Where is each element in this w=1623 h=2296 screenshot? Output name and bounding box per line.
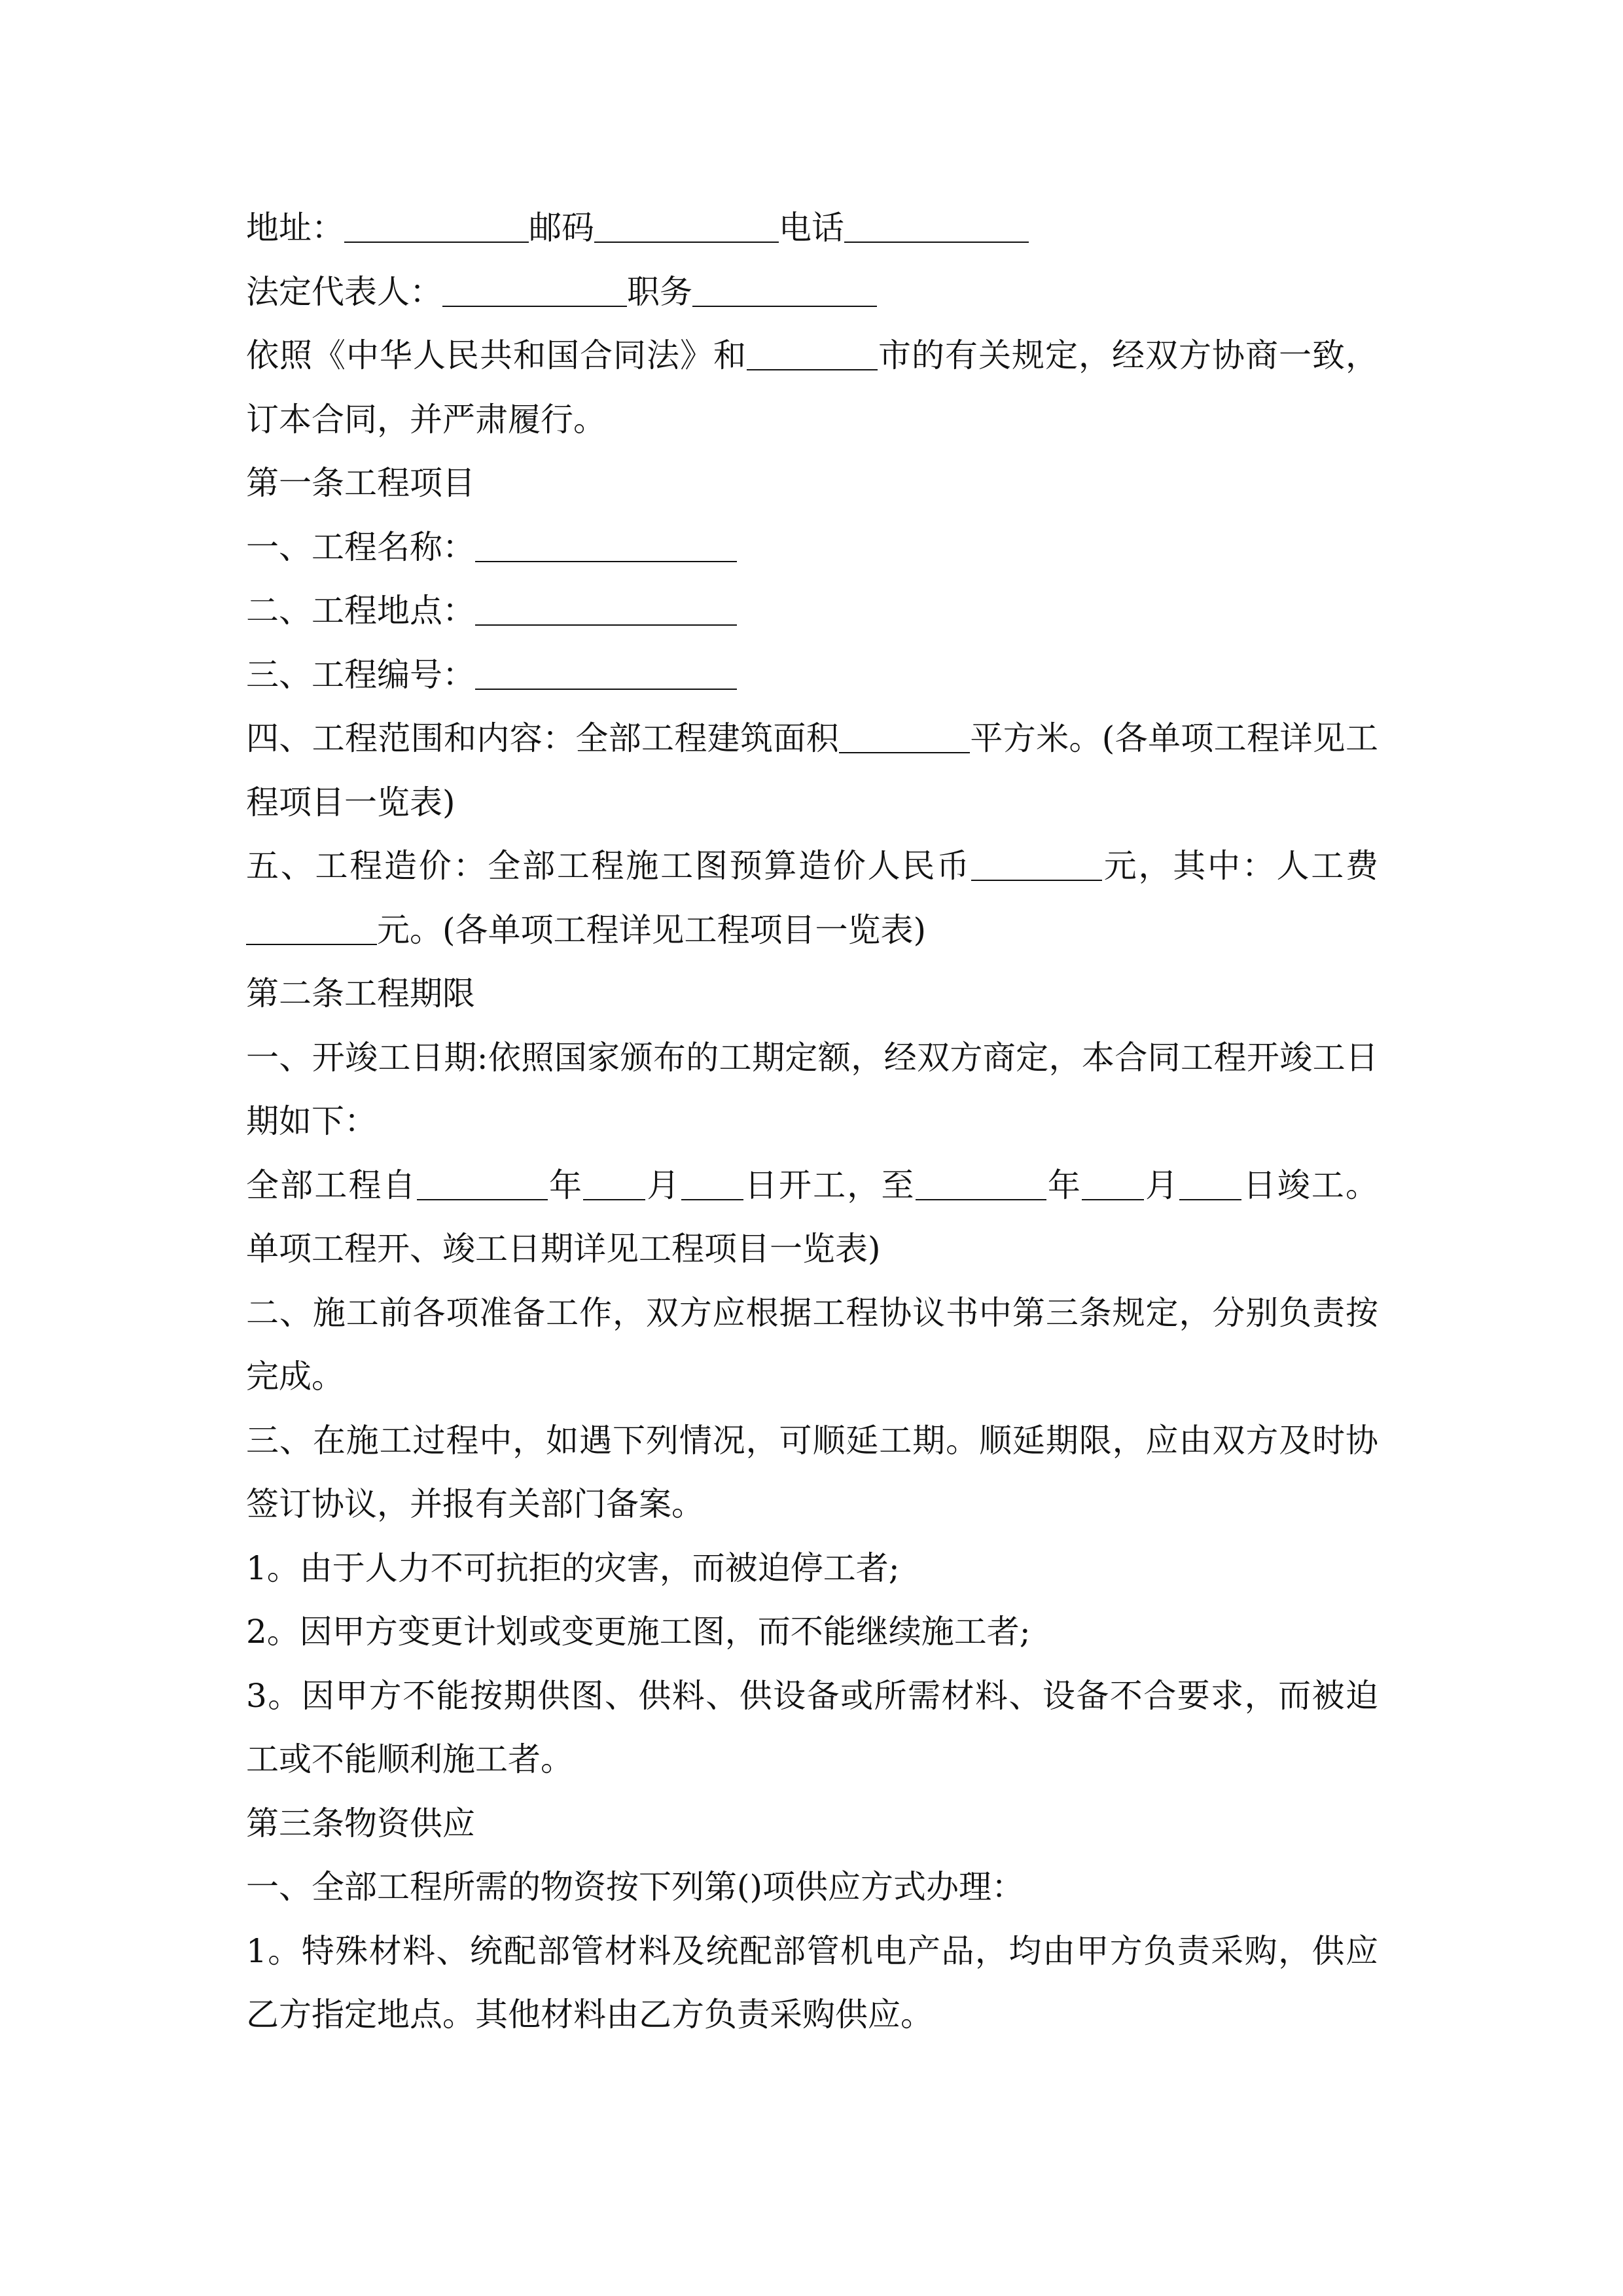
article2-item2: 二、施工前各项准备工作，双方应根据工程协议书中第三条规定，分别负责按 [246,1293,1378,1332]
cost-blank [971,851,1102,881]
article1-item3 [246,643,1378,708]
city-blank [747,340,878,370]
cost-part2: 元，其中：人工费 [1101,847,1378,885]
project-number-label: 三、工程编号： [246,655,475,694]
phone-blank [844,213,1029,243]
schedule-line [246,1154,1378,1218]
area-blank [839,723,970,753]
address-blank [344,213,529,243]
document-body [246,196,1378,2047]
scope-part1: 四、工程范围和内容：全部工程建筑面积 [246,719,840,757]
start-day-blank [681,1170,743,1200]
cost-line2: 元。(各单项工程详见工程项目一览表) [377,910,927,949]
article3-option1-cont: 乙方指定地点。其他材料由乙方负责采购供应。 [246,1996,933,2034]
position-blank [692,277,877,307]
article2-heading: 第二条工程期限 [246,975,475,1013]
scope-part2: 平方米。(各单项工程详见工 [970,719,1378,757]
end-year-blank [916,1170,1046,1200]
article1-item1 [246,516,1378,580]
start-year-label: 年 [547,1166,584,1204]
article1-item4-cont: 程项目一览表) [246,783,455,821]
schedule-start-prefix: 全部工程自 [246,1166,417,1204]
start-month-label: 月 [645,1166,681,1204]
postcode-blank [594,213,779,243]
article2-case3: 3。因甲方不能按期供图、供料、供设备或所需材料、设备不合要求，而被迫 [246,1676,1378,1715]
article1-item4 [246,707,1378,771]
address-label: 地址： [246,209,344,247]
article2-case1: 1。由于人力不可抗拒的灾害，而被迫停工者; [246,1549,900,1587]
intro-part2: 市的有关规定，经双方协商一致， [878,336,1378,374]
start-month-blank [583,1170,645,1200]
article1-item2 [246,579,1378,643]
end-day-label: 日竣工。 [1241,1166,1378,1204]
project-number-blank [475,660,737,690]
article3-option1: 1。特殊材料、统配部管材料及统配部管机电产品，均由甲方负责采购，供应 [246,1931,1378,1970]
project-location-label: 二、工程地点： [246,592,475,630]
contact-line [246,196,1378,260]
article2-item2-cont: 完成。 [246,1357,344,1395]
start-day-label: 日开工，至 [743,1166,916,1204]
intro-line-1 [246,324,1378,388]
start-year-blank [417,1170,548,1200]
article1-item5 [246,834,1378,899]
schedule-line-cont: 单项工程开、竣工日期详见工程项目一览表) [246,1230,881,1268]
phone-label: 电话 [779,209,844,247]
article2-item3: 三、在施工过程中，如遇下列情况，可顺延工期。顺延期限，应由双方及时协 [246,1421,1378,1460]
end-month-blank [1082,1170,1144,1200]
article2-item1: 一、开竣工日期:依照国家颁布的工期定额，经双方商定，本合同工程开竣工日 [246,1038,1378,1077]
article2-item1-cont: 期如下： [246,1102,377,1140]
project-location-blank [475,596,737,626]
article3-item1: 一、全部工程所需的物资按下列第()项供应方式办理： [246,1868,1025,1906]
project-name-blank [475,532,737,562]
article1-heading: 第一条工程项目 [246,464,475,502]
postcode-label: 邮码 [529,209,594,247]
project-name-label: 一、工程名称： [246,528,475,566]
cost-part1: 五、工程造价：全部工程施工图预算造价人民币 [246,847,971,885]
article2-case3-cont: 工或不能顺利施工者。 [246,1740,573,1778]
legal-rep-line [246,260,1378,325]
article2-case2: 2。因甲方变更计划或变更施工图，而不能继续施工者; [246,1613,1031,1651]
intro-line-2: 订本合同，并严肃履行。 [246,400,606,439]
position-label: 职务 [627,272,692,311]
article2-item3-cont: 签订协议，并报有关部门备案。 [246,1485,704,1523]
end-year-label: 年 [1046,1166,1082,1204]
legal-rep-blank [442,277,627,307]
end-month-label: 月 [1144,1166,1180,1204]
legal-rep-label: 法定代表人： [246,272,442,311]
article1-item5-cont [246,899,1378,963]
article3-heading: 第三条物资供应 [246,1804,475,1842]
intro-part1: 依照《中华人民共和国合同法》和 [246,336,747,374]
end-day-blank [1179,1170,1241,1200]
labor-cost-blank [246,915,377,945]
